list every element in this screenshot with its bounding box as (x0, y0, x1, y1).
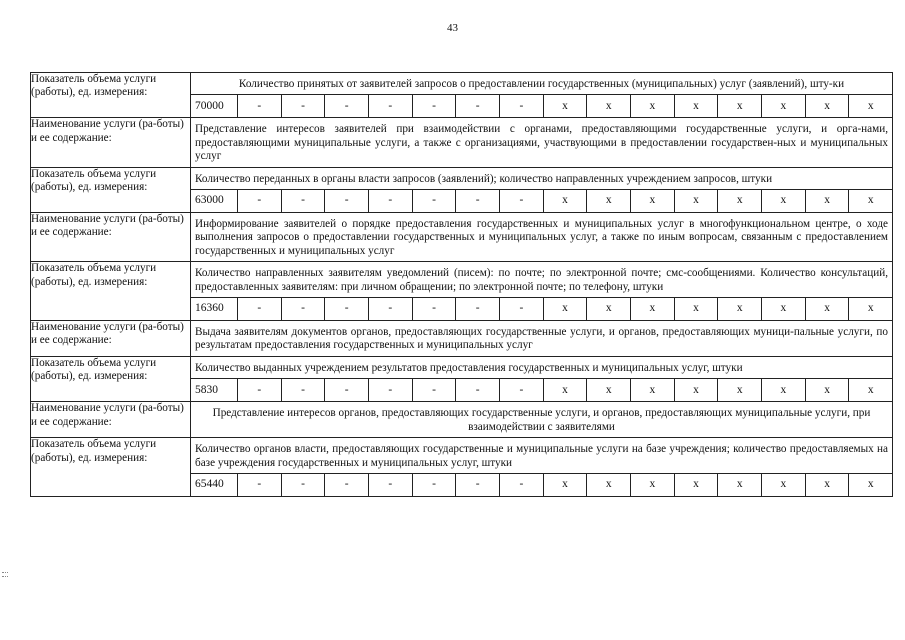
value-cell: x (630, 379, 674, 401)
value-cell: x (848, 379, 892, 401)
volume-value: 5830 (195, 383, 218, 396)
indicator-description: Количество направленных заявителям уведомлений (писем): по почте; по электронной почте; смс-сообщениями. Количество консультаций, предоставленных заявителям: при личном обращении; по электронной почте; по телефону, штуки (195, 267, 888, 293)
indicator-row (31, 262, 893, 321)
value-cell: x (630, 190, 674, 212)
services-table (30, 72, 893, 497)
value-cell: x (761, 474, 805, 496)
value-cell: x (586, 95, 630, 117)
value-cell: - (499, 190, 543, 212)
value-cell: - (324, 190, 368, 212)
value-cell: - (324, 379, 368, 401)
value-cell: - (237, 95, 281, 117)
row-label: Показатель объема услуги (работы), ед. измерения: (31, 167, 191, 212)
value-cell: x (805, 298, 849, 320)
value-cell: x (761, 95, 805, 117)
values-row (191, 189, 892, 212)
service-description: Информирование заявителей о порядке предоставления государственных и муниципальных услуг в многофункциональном центре, о ходе выполнения запросов о предоставлении государственных и муниципальных услуг, а также по иным вопросам, связанным с предоставлением государственных и муниципальных услуг (195, 218, 888, 257)
row-content (191, 438, 893, 497)
service-name-row (31, 402, 893, 438)
values-row (191, 297, 892, 320)
value-cell: - (455, 474, 499, 496)
value-cell: - (281, 95, 325, 117)
value-cell: - (499, 298, 543, 320)
value-cell: - (455, 190, 499, 212)
service-description: Представление интересов заявителей при взаимодействии с органами, предоставляющими государственные услуги, и орга-нами, предоставляющими муниципальные услуги, а также с организациями, участвующими в предоставлении государствен-ных и муниципальных услуг (195, 123, 888, 163)
values-row (191, 378, 892, 401)
value-cell: x (543, 474, 587, 496)
value-cell: x (674, 298, 718, 320)
value-cell: - (368, 298, 412, 320)
value-cell: x (543, 95, 587, 117)
service-name-row (31, 321, 893, 357)
value-cell: x (586, 298, 630, 320)
row-label: Наименование услуги (ра-боты) и ее содержание: (31, 321, 191, 357)
values-row (191, 473, 892, 496)
value-cell: - (412, 190, 456, 212)
service-name-row (31, 213, 893, 262)
value-cell: x (717, 190, 761, 212)
value-cell: x (805, 379, 849, 401)
row-label: Показатель объема услуги (работы), ед. измерения: (31, 438, 191, 497)
value-cell: - (324, 474, 368, 496)
value-cell: - (281, 379, 325, 401)
value-cell: x (805, 474, 849, 496)
value-cell: x (630, 474, 674, 496)
volume-value: 65440 (195, 478, 224, 491)
value-cell: x (805, 190, 849, 212)
row-label: Показатель объема услуги (работы), ед. измерения: (31, 356, 191, 401)
value-cell: x (543, 298, 587, 320)
indicator-description: Количество органов власти, предоставляющих государственные и муниципальные услуги на базе учреждения; количество предоставляемых на базе учреждения государственных и муниципальных услуг, штуки (195, 443, 888, 469)
value-cell: x (543, 379, 587, 401)
indicator-description: Количество принятых от заявителей запросов о предоставлении государственных (муниципальных) услуг (заявлений), шту-ки (238, 78, 845, 90)
value-cell: x (761, 298, 805, 320)
service-description: Выдача заявителям документов органов, предоставляющих государственные услуги, и органов, предоставляющих муници-пальные услуги, по результатам предоставления государственных и муниципальных услуг (195, 326, 888, 352)
value-cell: - (237, 379, 281, 401)
indicator-row (31, 356, 893, 401)
value-cell: - (499, 379, 543, 401)
value-cell: x (586, 379, 630, 401)
value-cell: x (848, 474, 892, 496)
value-cell: x (717, 95, 761, 117)
indicator-description: Количество выданных учреждением результатов предоставления государственных и муниципальных услуг, штуки (195, 361, 743, 374)
value-cell: - (281, 298, 325, 320)
value-cell: x (805, 95, 849, 117)
value-cell: - (237, 190, 281, 212)
service-description: Представление интересов органов, предоставляющих государственные услуги, и органов, предоставляющих муниципальные услуги, при взаимодействии с заявителями (212, 407, 871, 433)
value-cell: x (717, 298, 761, 320)
value-cell: - (455, 379, 499, 401)
indicator-row (31, 167, 893, 212)
row-content (191, 321, 893, 357)
value-cell: x (674, 474, 718, 496)
value-cell: - (499, 95, 543, 117)
value-cell: - (368, 379, 412, 401)
value-cell: x (630, 298, 674, 320)
row-label: Наименование услуги (ра-боты) и ее содержание: (31, 118, 191, 167)
value-cell: - (412, 474, 456, 496)
scan-edge-mark (2, 572, 8, 577)
row-content (191, 73, 893, 118)
value-cell: - (412, 95, 456, 117)
value-cell: - (324, 95, 368, 117)
value-cell: - (368, 474, 412, 496)
value-cell: x (674, 379, 718, 401)
value-cell: x (630, 95, 674, 117)
value-cell: - (455, 298, 499, 320)
volume-value: 63000 (195, 194, 224, 207)
value-cell: - (368, 95, 412, 117)
value-cell: x (717, 474, 761, 496)
indicator-row (31, 438, 893, 497)
value-cell: - (412, 379, 456, 401)
value-cell: x (586, 474, 630, 496)
value-cell: - (324, 298, 368, 320)
row-label: Показатель объема услуги (работы), ед. измерения: (31, 262, 191, 321)
row-content (191, 118, 893, 167)
row-label: Наименование услуги (ра-боты) и ее содержание: (31, 402, 191, 438)
indicator-description: Количество переданных в органы власти запросов (заявлений); количество направленных учреждением запросов, штуки (195, 172, 773, 185)
value-cell: - (237, 474, 281, 496)
row-content (191, 262, 893, 321)
row-content (191, 402, 893, 438)
value-cell: - (412, 298, 456, 320)
row-content (191, 213, 893, 262)
value-cell: x (848, 298, 892, 320)
row-content (191, 356, 893, 401)
value-cell: - (281, 190, 325, 212)
value-cell: x (674, 190, 718, 212)
value-cell: x (543, 190, 587, 212)
value-cell: - (455, 95, 499, 117)
page-number: 43 (447, 22, 458, 34)
value-cell: - (237, 298, 281, 320)
value-cell: x (674, 95, 718, 117)
value-cell: - (499, 474, 543, 496)
values-row (191, 94, 892, 117)
row-content (191, 167, 893, 212)
value-cell: x (586, 190, 630, 212)
row-label: Показатель объема услуги (работы), ед. измерения: (31, 73, 191, 118)
volume-value: 16360 (195, 302, 224, 315)
value-cell: - (281, 474, 325, 496)
value-cell: x (848, 190, 892, 212)
indicator-row (31, 73, 893, 118)
service-name-row (31, 118, 893, 167)
value-cell: x (761, 379, 805, 401)
value-cell: x (761, 190, 805, 212)
value-cell: x (717, 379, 761, 401)
value-cell: x (848, 95, 892, 117)
volume-value: 70000 (195, 99, 224, 112)
value-cell: - (368, 190, 412, 212)
row-label: Наименование услуги (ра-боты) и ее содержание: (31, 213, 191, 262)
